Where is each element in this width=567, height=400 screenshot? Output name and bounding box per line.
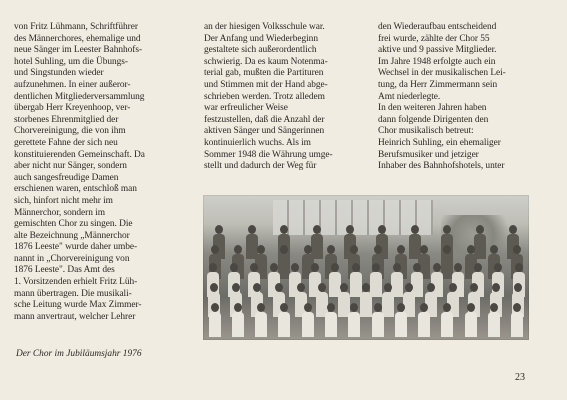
page-number: 23 — [515, 372, 525, 383]
photo-row-front — [203, 303, 529, 337]
text-column-1: von Fritz Lühmann, Schriftführer des Männerchores, ehemalige und neue Sänger im Leester Bahnhofs- hotel Suhling, um die Übungs- und Singstunden wieder aufzunehmen. In einer außeror- dentlichen Mitgliederversammlung übergab Herr Kreyenhoop, ver- storbenes Ehrenmitglied der Chorvereinigung, die von ihm gerettete Fahne der sich neu konstituierenden Gemeinschaft. Da aber nicht nur Sänger, sondern auch sangesfreudige Damen erschienen waren, entschloß man sich, hinfort nicht mehr im Männerchor, sondern im gemischten Chor zu singen. Die alte Bezeichnung „Männerchor 1876 Leeste" wurde daher umbe- nannt in „Chorvereinigung von 1876 Leeste". Das Amt des 1. Vorsitzenden erhielt Fritz Lüh- mann übertragen. Die musikali- sche Leitung wurde Max Zimmer- mann anvertraut, welcher Lehrer — [14, 22, 145, 322]
choir-group-photo — [203, 195, 529, 340]
text-column-3: den Wiederaufbau entscheidend frei wurde, zählte der Chor 55 aktive und 9 passive Mitglieder. Im Jahre 1948 erfolgte auch ein Wechsel in der musikalischen Lei- tung, da Herr Zimmermann sein Amt niederlegte. In den weiteren Jahren haben dann folgende Dirigenten den Chor musikalisch betreut: Heinrich Suhling, ein ehemaliger Berufsmusiker und jetziger Inhaber des Bahnhofshotels, unter — [378, 22, 506, 172]
text-column-2: an der hiesigen Volksschule war. Der Anfang und Wiederbeginn gestaltete sich außerordentlich schwierig. Da es kaum Notenma- terial gab, mußten die Partituren und Stimmen mit der Hand abge- schrieben werden. Trotz alledem war erfreulicher Weise festzustellen, daß die Anzahl der aktiven Sänger und Sängerinnen kontinuierlich wuchs. Als im Sommer 1948 die Währung umge- stellt und dadurch der Weg für — [204, 22, 333, 172]
photo-caption: Der Chor im Jubiläumsjahr 1976 — [16, 349, 142, 359]
